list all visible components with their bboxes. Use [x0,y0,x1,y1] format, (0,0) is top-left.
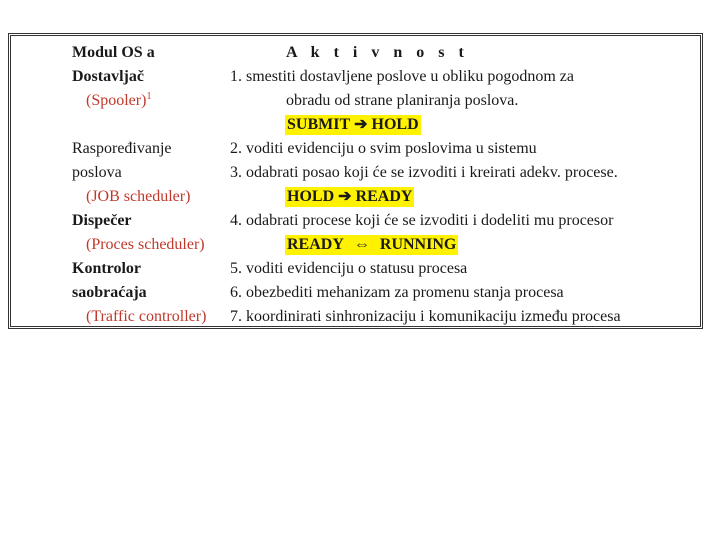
module-rasporedjivanje: Raspoređivanje [72,140,172,157]
transition-ready-running: READY ⇔ RUNNING [287,236,457,253]
module-saobracaja: saobraćaja [72,284,147,301]
arrow-right-icon: ➔ [354,116,368,133]
activity-7: 7. koordinirati sinhronizaciju i komunikaciju između procesa [230,308,621,325]
module-dispecer: Dispečer [72,212,132,229]
activity-1: 1. smestiti dostavljene poslove u obliku pogodnom za [230,68,574,85]
activity-1-cont: obradu od strane planiranja poslova. [286,92,519,109]
module-proces-scheduler: (Proces scheduler) [86,236,205,253]
module-poslova: poslova [72,164,122,181]
activity-6: 6. obezbediti mehanizam za promenu stanja procesa [230,284,564,301]
activity-5: 5. voditi evidenciju o statusu procesa [230,260,468,277]
transition-hold-ready: HOLD ➔ READY [287,188,413,205]
module-traffic-controller: (Traffic controller) [86,308,207,325]
module-spooler: (Spooler)$^1$ [86,91,152,109]
double-arrow-icon: ⇔ [353,236,370,253]
module-dostavljac: Dostavljač [72,68,144,85]
activity-2: 2. voditi evidenciju o svim poslovima u sistemu [230,140,537,157]
header-module: Modul OS a [72,44,155,61]
header-activity: A k t i v n o s t [286,44,469,61]
transition-submit-hold: SUBMIT ➔ HOLD [287,116,419,133]
activity-4: 4. odabrati procese koji će se izvoditi i dodeliti mu procesor [230,212,614,229]
module-job-scheduler: (JOB scheduler) [86,188,191,205]
arrow-right-icon: ➔ [338,188,352,205]
footnote-marker: 1 [146,91,152,102]
activity-3: 3. odabrati posao koji će se izvoditi i kreirati adekv. procese. [230,164,618,181]
module-kontrolor: Kontrolor [72,260,142,277]
